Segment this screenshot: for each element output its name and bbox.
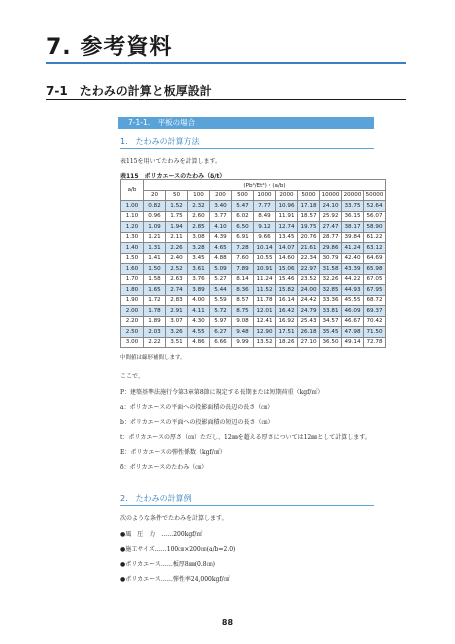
table-cell: 1.41: [144, 253, 166, 264]
table-cell: 64.69: [364, 253, 386, 264]
part1-heading: 1. たわみの計算方法: [120, 137, 200, 146]
row-header-cell: 2.20: [121, 316, 144, 327]
row-header-cell: 1.90: [121, 295, 144, 306]
table-cell: 2.32: [188, 201, 210, 212]
row-header-cell: 3.00: [121, 337, 144, 348]
table-cell: 4.11: [188, 306, 210, 317]
table-cell: 10.55: [254, 253, 276, 264]
table-cell: 46.67: [342, 316, 364, 327]
row-header-cell: 1.70: [121, 274, 144, 285]
table-cell: 21.61: [298, 243, 320, 254]
table-cell: 2.63: [166, 274, 188, 285]
table-row: [121, 274, 386, 285]
table-cell: 17.18: [298, 201, 320, 212]
table-cell: 31.58: [320, 264, 342, 275]
section-number: 7-1: [46, 84, 68, 98]
table-cell: 16.92: [276, 316, 298, 327]
table-cell: 41.24: [342, 243, 364, 254]
page-number: 88: [221, 618, 234, 627]
table-cell: 68.72: [364, 295, 386, 306]
table-cell: 1.31: [144, 243, 166, 254]
table-cell: 6.27: [210, 327, 232, 338]
table-cell: 32.85: [320, 285, 342, 296]
part1-rule: [120, 148, 374, 149]
table-cell: 5.27: [210, 274, 232, 285]
table-cell: 61.22: [364, 232, 386, 243]
table-cell: 12.01: [254, 306, 276, 317]
table-cell: 8.57: [232, 295, 254, 306]
table-row: [121, 264, 386, 275]
table-group-header: (Pb⁴/Et⁴)・(a/b): [144, 180, 386, 191]
column-header: 50: [166, 190, 188, 201]
table-cell: 2.26: [166, 243, 188, 254]
table-footnote: 中間値は線形補間します。: [120, 355, 186, 361]
table-cell: 3.89: [188, 285, 210, 296]
table-cell: 4.10: [210, 222, 232, 233]
table-cell: 16.14: [276, 295, 298, 306]
table-cell: 1.50: [144, 264, 166, 275]
table-body: [121, 201, 386, 348]
table-cell: 11.24: [254, 274, 276, 285]
table-row: [121, 201, 386, 212]
table-cell: 39.84: [342, 232, 364, 243]
table-cell: 4.00: [188, 295, 210, 306]
table-cell: 9.99: [232, 337, 254, 348]
table-cell: 18.57: [298, 211, 320, 222]
table-cell: 1.09: [144, 222, 166, 233]
part2-heading: 2. たわみの計算例: [120, 494, 192, 503]
table-cell: 6.91: [232, 232, 254, 243]
row-header-cell: 1.40: [121, 243, 144, 254]
column-header: 5000: [298, 190, 320, 201]
table-cell: 7.89: [232, 264, 254, 275]
column-header: 1000: [254, 190, 276, 201]
table-cell: 33.36: [320, 295, 342, 306]
table-cell: 24.00: [298, 285, 320, 296]
table-row: [121, 295, 386, 306]
table-cell: 56.07: [364, 211, 386, 222]
table-cell: 32.26: [320, 274, 342, 285]
condition-item: ●施工サイズ……100㎝×200㎝(a/b=2.0): [120, 546, 236, 553]
table-row: [121, 222, 386, 233]
section-heading: たわみの計算と板厚設計: [79, 84, 212, 98]
table-cell: 27.47: [320, 222, 342, 233]
table-cell: 7.77: [254, 201, 276, 212]
table-cell: 44.22: [342, 274, 364, 285]
table-cell: 36.15: [342, 211, 364, 222]
table-cell: 35.45: [320, 327, 342, 338]
table-row: [121, 285, 386, 296]
table-cell: 3.07: [166, 316, 188, 327]
table-cell: 10.96: [276, 201, 298, 212]
table-cell: 1.58: [144, 274, 166, 285]
row-header-cell: 1.50: [121, 253, 144, 264]
table-cell: 27.10: [298, 337, 320, 348]
table-cell: 46.09: [342, 306, 364, 317]
table-cell: 1.75: [166, 211, 188, 222]
column-header: 10000: [320, 190, 342, 201]
table-cell: 24.79: [298, 306, 320, 317]
column-header: 500: [232, 190, 254, 201]
table-cell: 2.74: [166, 285, 188, 296]
table-cell: 14.07: [276, 243, 298, 254]
table-cell: 2.52: [166, 264, 188, 275]
row-header-cell: 2.00: [121, 306, 144, 317]
table-cell: 24.10: [320, 201, 342, 212]
table-cell: 7.28: [232, 243, 254, 254]
table-cell: 6.50: [232, 222, 254, 233]
section-title: [46, 82, 212, 99]
table-row: [121, 253, 386, 264]
table-cell: 8.75: [232, 306, 254, 317]
table-cell: 12.90: [254, 327, 276, 338]
table-cell: 2.60: [188, 211, 210, 222]
chapter-rule: [46, 62, 406, 64]
table-cell: 3.40: [210, 201, 232, 212]
table-cell: 0.82: [144, 201, 166, 212]
table-cell: 5.59: [210, 295, 232, 306]
table-cell: 2.91: [166, 306, 188, 317]
table-row: [121, 232, 386, 243]
table-cell: 3.28: [188, 243, 210, 254]
table-cell: 1.52: [166, 201, 188, 212]
table-cell: 58.90: [364, 222, 386, 233]
table-cell: 16.42: [276, 306, 298, 317]
table-row: [121, 306, 386, 317]
deflection-table: [120, 179, 386, 348]
table-cell: 5.72: [210, 306, 232, 317]
part2-rule: [120, 505, 374, 506]
table-cell: 11.91: [276, 211, 298, 222]
row-header-cell: 2.50: [121, 327, 144, 338]
table-cell: 67.95: [364, 285, 386, 296]
table-caption: 表115 ポリカエースのたわみ（δ/t）: [120, 173, 226, 180]
table-row: [121, 243, 386, 254]
row-header-cell: 1.60: [121, 264, 144, 275]
row-header-cell: 1.80: [121, 285, 144, 296]
table-cell: 4.86: [188, 337, 210, 348]
table-cell: 5.47: [232, 201, 254, 212]
table-cell: 20.76: [298, 232, 320, 243]
table-cell: 11.52: [254, 285, 276, 296]
table-cell: 1.89: [144, 316, 166, 327]
table-cell: 3.76: [188, 274, 210, 285]
table-cell: 23.52: [298, 274, 320, 285]
here-label: ここで、: [120, 373, 144, 380]
table-cell: 3.26: [166, 327, 188, 338]
column-header: 200: [210, 190, 232, 201]
table-cell: 72.78: [364, 337, 386, 348]
table-cell: 49.14: [342, 337, 364, 348]
table-row: [121, 316, 386, 327]
row-header-cell: 1.20: [121, 222, 144, 233]
table-cell: 22.34: [298, 253, 320, 264]
table-cell: 24.42: [298, 295, 320, 306]
table-cell: 3.77: [210, 211, 232, 222]
table-cell: 42.40: [342, 253, 364, 264]
table-cell: 26.18: [298, 327, 320, 338]
table-cell: 0.96: [144, 211, 166, 222]
table-cell: 33.75: [342, 201, 364, 212]
column-header: 50000: [364, 190, 386, 201]
table-cell: 10.91: [254, 264, 276, 275]
table-cell: 1.21: [144, 232, 166, 243]
table-cell: 9.66: [254, 232, 276, 243]
table-cell: 4.65: [210, 243, 232, 254]
table-cell: 47.98: [342, 327, 364, 338]
table-cell: 5.97: [210, 316, 232, 327]
table-cell: 9.08: [232, 316, 254, 327]
column-header: 100: [188, 190, 210, 201]
table-corner-label: a/b: [121, 180, 144, 201]
definition-b: b：ポリカエースの平面への投影面積の短辺の長さ（㎝）: [120, 419, 274, 426]
condition-item: ●風 圧 力 ……200kgf/㎡: [120, 531, 203, 538]
table-cell: 63.12: [364, 243, 386, 254]
table-cell: 30.79: [320, 253, 342, 264]
column-header: 20000: [342, 190, 364, 201]
table-cell: 11.78: [254, 295, 276, 306]
table-cell: 1.78: [144, 306, 166, 317]
table-cell: 19.75: [298, 222, 320, 233]
table-cell: 69.37: [364, 306, 386, 317]
table-cell: 14.60: [276, 253, 298, 264]
definition-e: E：ポリカエースの弾性係数（kgf/㎠）: [120, 449, 226, 456]
table-cell: 33.81: [320, 306, 342, 317]
column-header-row: [121, 190, 386, 201]
table-cell: 15.82: [276, 285, 298, 296]
table-cell: 22.97: [298, 264, 320, 275]
table-cell: 6.66: [210, 337, 232, 348]
row-header-cell: 1.10: [121, 211, 144, 222]
table-cell: 38.17: [342, 222, 364, 233]
table-cell: 7.60: [232, 253, 254, 264]
row-header-cell: 1.30: [121, 232, 144, 243]
table-cell: 10.14: [254, 243, 276, 254]
table-cell: 4.39: [210, 232, 232, 243]
table-cell: 44.93: [342, 285, 364, 296]
table-cell: 15.46: [276, 274, 298, 285]
table-row: [121, 211, 386, 222]
table-cell: 2.40: [166, 253, 188, 264]
table-cell: 12.41: [254, 316, 276, 327]
table-cell: 18.26: [276, 337, 298, 348]
table-cell: 2.85: [188, 222, 210, 233]
table-cell: 4.88: [210, 253, 232, 264]
table-cell: 71.50: [364, 327, 386, 338]
table-cell: 36.50: [320, 337, 342, 348]
table-cell: 3.45: [188, 253, 210, 264]
table-cell: 1.72: [144, 295, 166, 306]
table-cell: 13.45: [276, 232, 298, 243]
table-cell: 15.06: [276, 264, 298, 275]
table-cell: 8.49: [254, 211, 276, 222]
table-cell: 9.48: [232, 327, 254, 338]
condition-item: ●ポリカエース……板厚8㎜(0.8㎝): [120, 561, 215, 568]
condition-item: ●ポリカエース……弾性率24,000kgf/㎠: [120, 576, 230, 583]
table-cell: 12.74: [276, 222, 298, 233]
row-header-cell: 1.00: [121, 201, 144, 212]
table-cell: 5.44: [210, 285, 232, 296]
table-cell: 3.08: [188, 232, 210, 243]
table-cell: 45.55: [342, 295, 364, 306]
table-cell: 3.51: [166, 337, 188, 348]
table-cell: 65.98: [364, 264, 386, 275]
table-cell: 70.42: [364, 316, 386, 327]
table-cell: 34.57: [320, 316, 342, 327]
definition-t: t：ポリカエースの厚さ（㎝）ただし、12㎜を超える厚さについては12㎜として計算します。: [120, 434, 371, 441]
part2-intro: 次のような条件でたわみを計算します。: [120, 515, 228, 522]
column-header: 2000: [276, 190, 298, 201]
table-cell: 43.39: [342, 264, 364, 275]
table-cell: 3.61: [188, 264, 210, 275]
table-cell: 25.92: [320, 211, 342, 222]
table-cell: 8.36: [232, 285, 254, 296]
table-cell: 5.09: [210, 264, 232, 275]
table-cell: 4.30: [188, 316, 210, 327]
table-cell: 8.14: [232, 274, 254, 285]
table-cell: 29.86: [320, 243, 342, 254]
table-row: [121, 337, 386, 348]
table-cell: 6.02: [232, 211, 254, 222]
table-row: [121, 327, 386, 338]
part1-intro: 表115を用いてたわみを計算します。: [120, 158, 221, 165]
table-cell: 4.55: [188, 327, 210, 338]
table-cell: 1.94: [166, 222, 188, 233]
chapter-title: 7. 参考資料: [46, 35, 173, 60]
table-cell: 2.83: [166, 295, 188, 306]
definition-a: a：ポリカエースの平面への投影面積の長辺の長さ（㎝）: [120, 404, 274, 411]
table-cell: 67.05: [364, 274, 386, 285]
definition-p: P：建築基準法施行令第3章第8節に規定する長期または短期荷重（kgf/㎡）: [120, 389, 324, 396]
table-cell: 25.43: [298, 316, 320, 327]
table-cell: 13.52: [254, 337, 276, 348]
section-rule: [46, 99, 406, 100]
subsection-bar: 7-1-1. 平板の場合: [118, 117, 374, 129]
table-cell: 2.11: [166, 232, 188, 243]
table-cell: 28.77: [320, 232, 342, 243]
table-cell: 17.51: [276, 327, 298, 338]
definition-delta: δ：ポリカエースのたわみ（㎝）: [120, 464, 208, 471]
table-cell: 52.64: [364, 201, 386, 212]
table-cell: 2.22: [144, 337, 166, 348]
table-cell: 2.03: [144, 327, 166, 338]
column-header: 20: [144, 190, 166, 201]
table-cell: 1.65: [144, 285, 166, 296]
table-cell: 9.12: [254, 222, 276, 233]
